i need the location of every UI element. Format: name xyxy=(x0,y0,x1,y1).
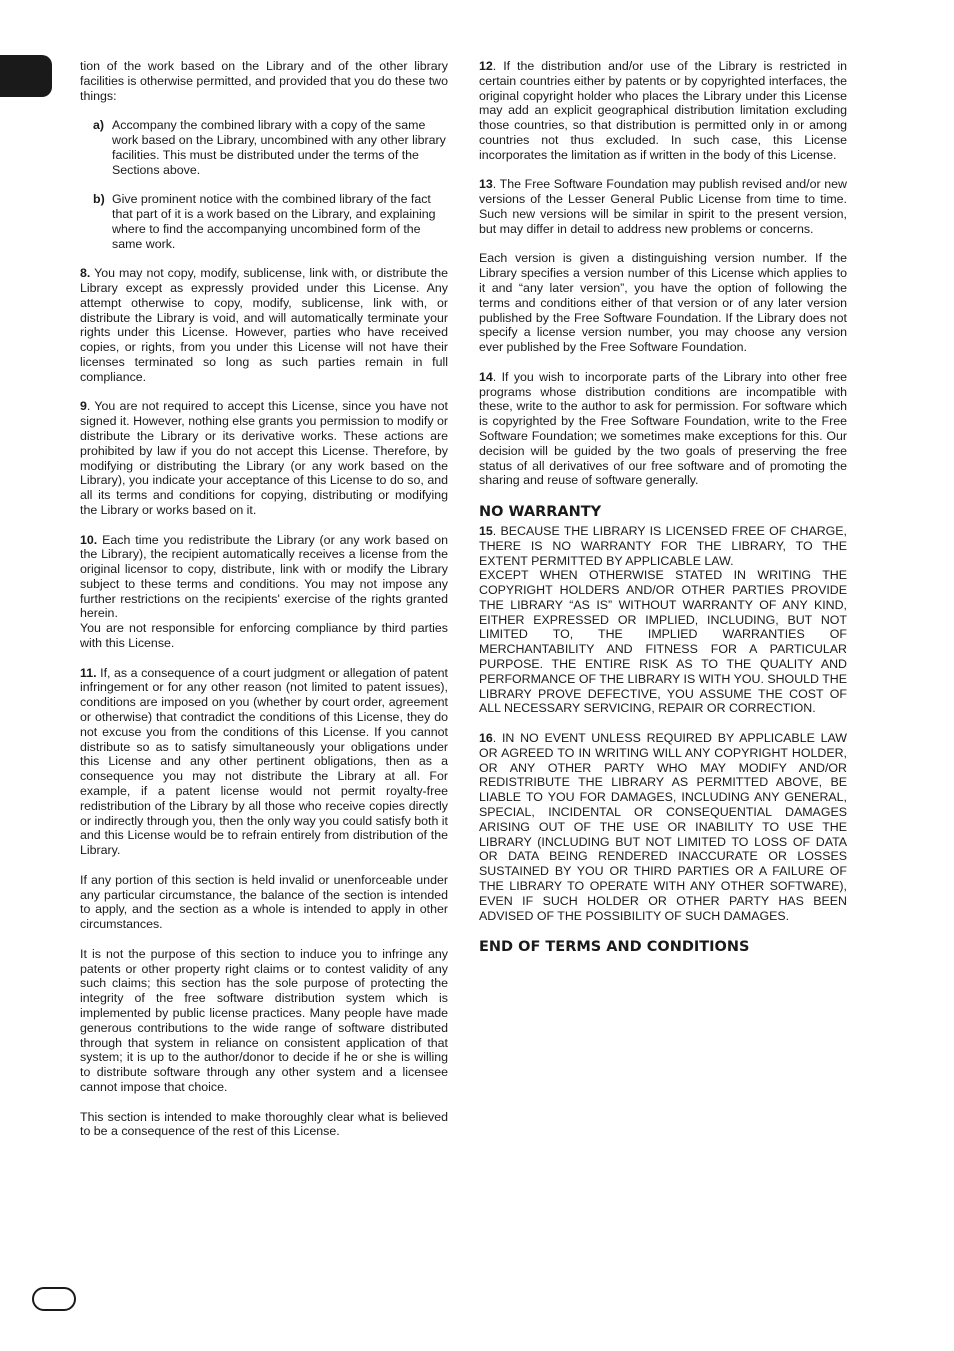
section-number: 10. xyxy=(80,532,98,547)
list-item-b xyxy=(93,192,448,251)
section-8 xyxy=(80,266,448,384)
section-14 xyxy=(479,370,847,488)
item-label: b) xyxy=(93,192,105,207)
section-text: If, as a consequence of a court judgment or allegation of patent infringement or for any other reason (not limited to patent issues), conditions are imposed on you (whether by court order, agreement or otherwise) that contradict the conditions of this License, they do not excuse you from the conditions of this License. If you cannot distribute so as to satisfy simultaneously your obligations under this License and any other pertinent obligations, then as a consequence you may not distribute the Library at all. For example, if a patent license would not permit royalty-free redistribution of the Library by all those who receive copies directly or indirectly through you, then the only way you could satisfy both it and this License would be to refrain entirely from distribution of the Library. xyxy=(80,665,448,858)
section-number: 11. xyxy=(80,665,97,680)
section-text: . BECAUSE THE LIBRARY IS LICENSED FREE OF CHARGE, THERE IS NO WARRANTY FOR THE LIBRARY, TO THE EXTENT PERMITTED BY APPLICABLE LAW. xyxy=(479,523,847,568)
section-number: 13 xyxy=(479,177,493,192)
section-12 xyxy=(479,59,847,163)
section-16 xyxy=(479,731,847,923)
clarification-paragraph: This section is intended to make thoroughly clear what is believed to be a consequence of the rest of this License. xyxy=(80,1109,448,1139)
right-column xyxy=(479,59,847,959)
section-15-disclaimer: EXCEPT WHEN OTHERWISE STATED IN WRITING THE COPYRIGHT HOLDERS AND/OR OTHER PARTIES PROVIDE THE LIBRARY “AS IS” WITHOUT WARRANTY OF ANY KIND, EITHER EXPRESSED OR IMPLIED, INCLUDING, BUT NOT LIMITED TO, THE IMPLIED WARRANTIES OF MERCHANTABILITY AND FITNESS FOR A PARTICULAR PURPOSE. THE ENTIRE RISK AS TO THE QUALITY AND PERFORMANCE OF THE LIBRARY IS WITH YOU. SHOULD THE LIBRARY PROVE DEFECTIVE, YOU ASSUME THE COST OF ALL NECESSARY SERVICING, REPAIR OR CORRECTION. xyxy=(479,568,847,716)
section-number: 16 xyxy=(479,731,493,746)
section-number: 15 xyxy=(479,523,493,538)
section-15 xyxy=(479,524,847,568)
section-number: 9 xyxy=(80,399,87,414)
section-text: . IN NO EVENT UNLESS REQUIRED BY APPLICABLE LAW OR AGREED TO IN WRITING WILL ANY COPYRIGHT HOLDER, OR ANY OTHER PARTY WHO MAY MODIFY AND/OR REDISTRIBUTE THE LIBRARY AS PERMITTED ABOVE, BE LIABLE TO YOU FOR DAMAGES, INCLUDING ANY GENERAL, SPECIAL, INCIDENTAL OR CONSEQUENTIAL DAMAGES ARISING OUT OF THE USE OR INABILITY TO USE THE LIBRARY (INCLUDING BUT NOT LIMITED TO LOSS OF DATA OR DATA BEING RENDERED INACCURATE OR LOSSES SUSTAINED BY YOU OR THIRD PARTIES OR A FAILURE OF THE LIBRARY TO OPERATE WITH ANY OTHER SOFTWARE), EVEN IF SUCH HOLDER OR OTHER PARTY HAS BEEN ADVISED OF THE POSSIBILITY OF SUCH DAMAGES. xyxy=(479,731,847,923)
item-label: a) xyxy=(93,118,105,133)
section-text: Each time you redistribute the Library (or any work based on the Library), the recipient automatically receives a license from the original licensor to copy, distribute, link with or modify the Library subject to these terms and conditions. You may not impose any further restrictions on the recipients' exercise of the rights granted herein. xyxy=(80,532,448,621)
section-text: You may not copy, modify, sublicense, link with, or distribute the Library except as expressly provided under this License. Any attempt otherwise to copy, modify, sublicense, link with, or distribute the Library is void, and will automatically terminate your rights under this License. However, parties who have received copies, or rights, from you under this License will not have their licenses terminated so long as such parties remain in full compliance. xyxy=(80,266,448,384)
end-of-terms-heading: END OF TERMS AND CONDITIONS xyxy=(479,939,750,956)
item-text: Accompany the combined library with a copy of the same work based on the Library, uncombined with any other library facilities. This must be distributed under the terms of the Sections above. xyxy=(112,118,446,177)
purpose-paragraph: It is not the purpose of this section to induce you to infringe any patents or other property right claims or to contest validity of any such claims; this section has the sole purpose of protecting the integrity of the free software distribution system which is implemented by public license practices. Many people have made generous contributions to the wide range of software distributed through that system in reliance on consistent application of that system; it is up to the author/donor to decide if he or she is willing to distribute software through any other system and a licensee cannot impose that choice. xyxy=(80,946,448,1094)
section-13 xyxy=(479,177,847,236)
section-tab-marker xyxy=(0,55,52,97)
section-number: 12 xyxy=(479,59,493,73)
section-11 xyxy=(80,666,448,858)
section-text: . If the distribution and/or use of the Library is restricted in certain countries either by patents or by copyrighted interfaces, the original copyright holder who places the Library under this License may add an explicit geographical distribution limitation excluding those countries, so that distribution is permitted only in or among countries not thus excluded. In such case, this License incorporates the limitation as if written in the body of this License. xyxy=(479,59,847,162)
section-number: 8. xyxy=(80,266,91,281)
section-9 xyxy=(80,399,448,517)
item-text: Give prominent notice with the combined library of the fact that part of it is a work based on the Library, and explaining where to find the accompanying uncombined form of the same work. xyxy=(112,192,436,251)
section-text: . The Free Software Foundation may publish revised and/or new versions of the Lesser General Public License from time to time. Such new versions will be similar in spirit to the present version, but may differ in detail to address new problems or concerns. xyxy=(479,177,847,236)
section-text: . If you wish to incorporate parts of the Library into other free programs whose distribution conditions are incompatible with these, write to the author to ask for permission. For software which is copyrighted by the Free Software Foundation, write to the Free Software Foundation; we sometimes make exceptions for this. Our decision will be guided by the two goals of preserving the free status of all derivatives of our free software and of promoting the sharing and reuse of software generally. xyxy=(479,369,847,488)
page-number-badge xyxy=(32,1287,76,1311)
left-column xyxy=(80,59,448,1154)
section-number: 14 xyxy=(479,369,493,384)
intro-paragraph: tion of the work based on the Library and of the other library facilities is otherwise permitted, and provided that you do these two things: xyxy=(80,59,448,103)
section-10-note: You are not responsible for enforcing compliance by third parties with this License. xyxy=(80,621,448,651)
section-10 xyxy=(80,533,448,622)
version-paragraph: Each version is given a distinguishing version number. If the Library specifies a version number of this License which applies to it and “any later version”, you have the option of following the terms and conditions either of that version or of any later version published by the Free Software Foundation. If the Library does not specify a license version number, you may choose any version ever published by the Free Software Foundation. xyxy=(479,251,847,355)
no-warranty-heading: NO WARRANTY xyxy=(479,503,602,520)
list-item-a xyxy=(93,118,448,177)
section-text: . You are not required to accept this License, since you have not signed it. However, nothing else grants you permission to modify or distribute the Library or its derivative works. These actions are prohibited by law if you do not accept this License. Therefore, by modifying or distributing the Library (or any work based on the Library), you indicate your acceptance of this License to do so, and all its terms and conditions for copying, distributing or modifying the Library or works based on it. xyxy=(80,399,448,517)
invalid-portion-paragraph: If any portion of this section is held invalid or unenforceable under any particular circumstance, the balance of the section is intended to apply, and the section as a whole is intended to apply in other circumstances. xyxy=(80,872,448,932)
